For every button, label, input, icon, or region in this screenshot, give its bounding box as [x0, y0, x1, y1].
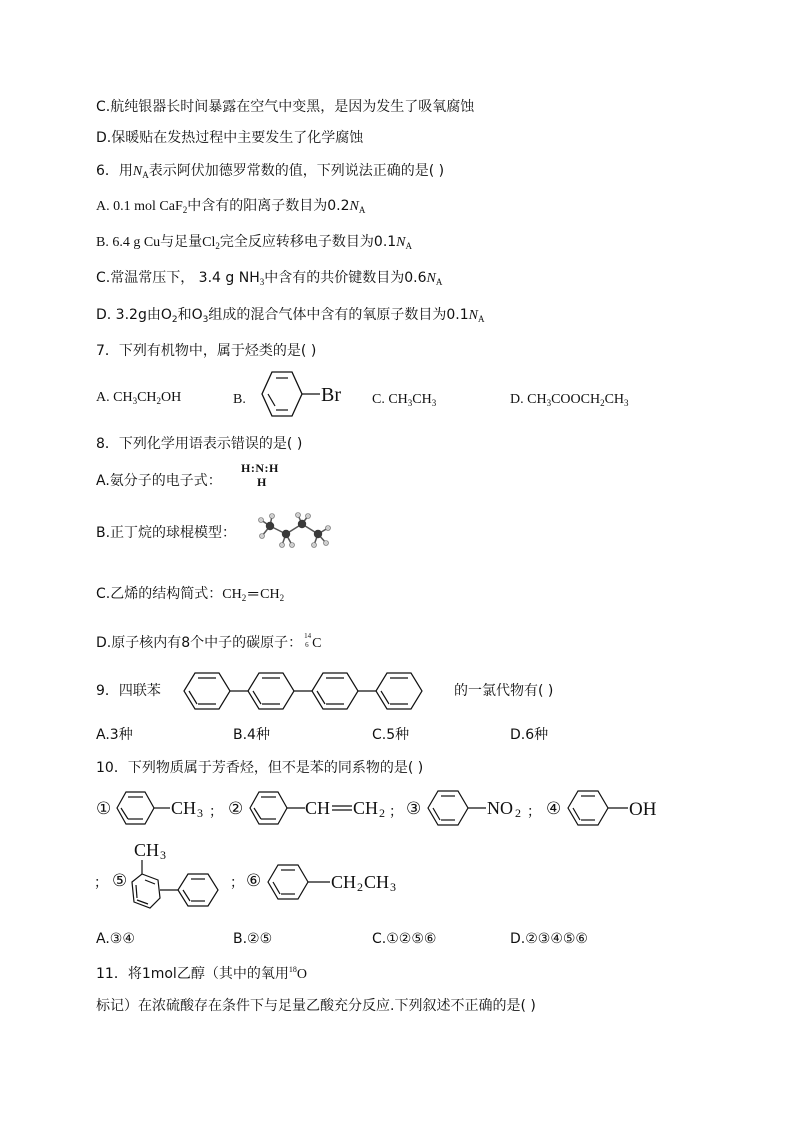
q10-structures-row1 [92, 786, 682, 830]
bromo-group: Br [321, 384, 341, 406]
q9-option-a: A.3种 [96, 727, 133, 743]
q6-option-c: C.常温常压下， 3.4 g $NH_3$中含有的共价键数目为$0.6N_A$ [96, 270, 443, 287]
q10-option-c: C.①②⑤⑥ [372, 931, 437, 947]
quaterphenyl-structure [178, 668, 454, 714]
q10-item-4-group: OH [629, 799, 657, 820]
q11-stem-line1: 11．将1mol乙醇（其中的氧用$^{18}$O [96, 965, 307, 982]
q10-item-1-marker: ① [96, 799, 112, 818]
q9-option-b: B.4种 [233, 727, 270, 743]
q10-item-1-group: CH [171, 798, 197, 818]
q10-item-3-group: NO [487, 798, 513, 818]
q10-item-4-marker: ④ [546, 799, 562, 818]
q10-option-d: D.②③④⑤⑥ [510, 931, 588, 947]
q7-option-b-label: B. [233, 392, 246, 407]
q7-option-a: A. $CH_3CH_2OH$ [96, 390, 182, 406]
q10-separator-5: ； [230, 876, 244, 891]
q10-item-3-marker: ③ [406, 799, 422, 818]
q10-separator-2: ； [389, 805, 403, 820]
q10-separator-1: ； [209, 805, 223, 820]
q8-stem: 8．下列化学用语表示错误的是( ) [96, 436, 303, 452]
q8-option-a: A.氨分子的电子式： [96, 473, 222, 489]
q7-stem: 7．下列有机物中，属于烃类的是( ) [96, 343, 317, 359]
q8-option-c: C.乙烯的结构简式：$CH_2$ ═ $CH_2$ [96, 586, 285, 603]
q10-item-6-sub-2: 3 [390, 880, 396, 894]
q10-item-5-group: CH [134, 840, 160, 860]
q10-item-2-sub: 2 [379, 806, 385, 820]
carbon-14-isotope: 14 6 [304, 632, 312, 649]
q10-item-6-group-a: CH [331, 872, 357, 892]
q10-item-2-marker: ② [228, 799, 244, 818]
q6-option-b: B. 6.4 g Cu与足量$Cl_2$完全反应转移电子数目为$0.1N_A$ [96, 234, 413, 251]
q5-option-d: D.保暖贴在发热过程中主要发生了化学腐蚀 [96, 130, 364, 146]
q10-option-b: B.②⑤ [233, 931, 273, 947]
q6-option-d: D. 3.2g由$O_2$和$O_3$组成的混合气体中含有的氧原子数目为$0.1N_A$ [96, 307, 485, 325]
q10-item-5-marker: ⑤ [112, 871, 128, 890]
q10-item-6-sub-1: 2 [357, 880, 363, 894]
bromobenzene-structure [248, 368, 348, 428]
q10-item-6-group-b: CH [364, 872, 390, 892]
q7-option-d: D. $CH_3COOCH_2CH_3$ [510, 392, 629, 408]
q6-option-a: A. 0.1 mol CaF$_2$中含有的阳离子数目为$0.2N_A$ [96, 198, 366, 215]
q10-item-2-group-b: CH [353, 798, 379, 818]
q6-stem: 6．用$N_A$表示阿伏加德罗常数的值，下列说法正确的是( ) [96, 163, 445, 180]
q8-option-b: B.正丁烷的球棍模型： [96, 525, 237, 541]
ammonia-electron-formula: H:N:H H [241, 461, 279, 489]
butane-ball-stick-model [256, 512, 334, 552]
q10-item-2-group-a: CH [305, 798, 331, 818]
q10-separator-3: ； [527, 805, 541, 820]
q9-option-c: C.5种 [372, 727, 410, 743]
q9-option-d: D.6种 [510, 727, 549, 743]
q10-option-a: A.③④ [96, 931, 135, 947]
q11-stem-line2: 标记）在浓硫酸存在条件下与足量乙酸充分反应.下列叙述不正确的是( ) [96, 998, 536, 1014]
q9-stem-end: 的一氯代物有( ) [454, 683, 554, 699]
q10-stem: 10．下列物质属于芳香烃，但不是苯的同系物的是( ) [96, 760, 424, 776]
q10-item-5-sub: 3 [160, 848, 166, 862]
q10-item-3-sub: 2 [515, 806, 521, 820]
q10-item-1-sub: 3 [197, 806, 203, 820]
q10-item-6-marker: ⑥ [246, 871, 262, 890]
q9-stem-start: 9．四联苯 [96, 683, 161, 699]
q10-separator-4: ； [94, 876, 108, 891]
q5-option-c: C.航纯银器长时间暴露在空气中变黑，是因为发生了吸氧腐蚀 [96, 99, 475, 115]
q7-option-c: C. $CH_3CH_3$ [372, 392, 437, 408]
q10-structures-row2 [92, 836, 422, 920]
q8-option-d: D.原子核内有8个中子的碳原子： 14 6 C [96, 632, 322, 651]
